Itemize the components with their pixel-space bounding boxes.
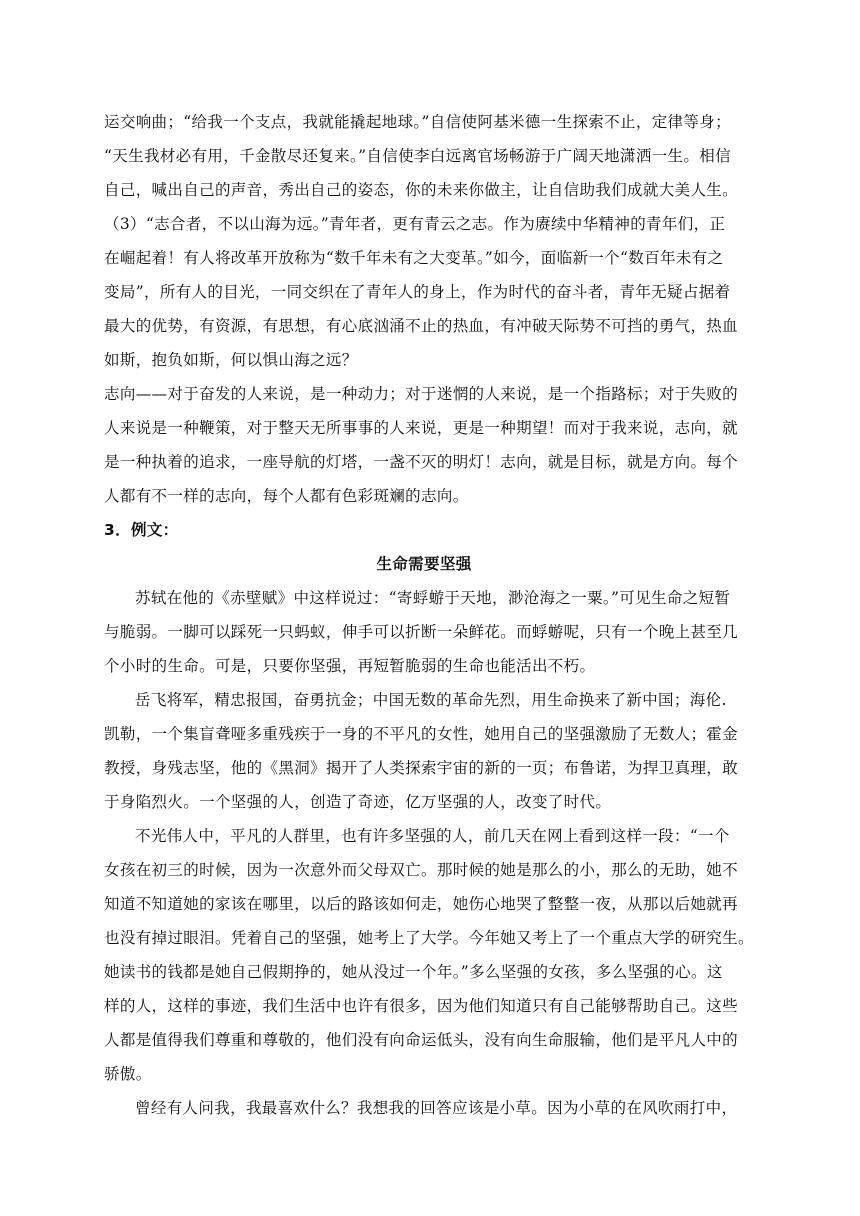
essay-paragraph-1 bbox=[104, 581, 744, 683]
text-line: 人都是值得我们尊重和尊敬的，他们没有向命运低头，没有向生命服输，他们是平凡人中的 bbox=[104, 1031, 739, 1049]
text-line: 人来说是一种鞭策，对于整天无所事事的人来说，更是一种期望！而对于我来说，志向，就 bbox=[104, 419, 739, 437]
text-line: 运交响曲；“给我一个支点，我就能撬起地球。”自信使阿基米德一生探索不止，定律等身； bbox=[104, 113, 731, 131]
text-line: 人都有不一样的志向，每个人都有色彩斑斓的志向。 bbox=[104, 487, 469, 505]
text-line: 知道不知道她的家该在哪里，以后的路该如何走，她伤心地哭了整整一夜，从那以后她就再 bbox=[104, 895, 739, 913]
text-line: 在崛起着！有人将改革开放称为“数千年未有之大变革。”如今，面临新一个“数百年未有之 bbox=[104, 249, 724, 267]
text-line: 志向——对于奋发的人来说，是一种动力；对于迷惘的人来说，是一个指路标；对于失败的 bbox=[104, 385, 739, 403]
text-line: 骄傲。 bbox=[104, 1065, 152, 1083]
essay-title: 生命需要坚强 bbox=[376, 555, 472, 573]
essay-paragraph-2 bbox=[104, 683, 744, 819]
text-line: 教授，身残志坚，他的《黑洞》揭开了人类探索宇宙的新的一页；布鲁诺，为捍卫真理，敢 bbox=[104, 759, 739, 777]
text-line: 凯勒，一个集盲聋哑多重残疾于一身的不平凡的女性，她用自己的坚强激励了无数人；霍金 bbox=[104, 725, 739, 743]
text-line: 苏轼在他的《赤壁赋》中这样说过：“寄蜉蝣于天地，渺沧海之一粟。”可见生命之短暂 bbox=[135, 589, 731, 607]
text-line: 如斯，抱负如斯，何以惧山海之远？ bbox=[104, 351, 358, 369]
text-line: 也没有掉过眼泪。凭着自己的坚强，她考上了大学。今年她又考上了一个重点大学的研究生。 bbox=[104, 929, 754, 947]
text-line: 自己，喊出自己的声音，秀出自己的姿态，你的未来你做主，让自信助我们成就大美人生。 bbox=[104, 181, 739, 199]
text-line: 曾经有人问我，我最喜欢什么？我想我的回答应该是小草。因为小草的在风吹雨打中， bbox=[135, 1099, 738, 1117]
essay-paragraph-4 bbox=[104, 1091, 744, 1125]
intro-section bbox=[104, 105, 744, 513]
text-line: “天生我材必有用，千金散尽还复来。”自信使李白远离官场畅游于广阔天地潇洒一生。相信 bbox=[104, 147, 731, 165]
document-body bbox=[104, 105, 754, 1125]
text-line: 样的人，这样的事迹，我们生活中也许有很多，因为他们知道只有自己能够帮助自己。这些 bbox=[104, 997, 739, 1015]
text-line: 她读书的钱都是她自己假期挣的，她从没过一个年。”多么坚强的女孩，多么坚强的心。这 bbox=[104, 963, 723, 981]
text-line: （3）“志合者，不以山海为远。”青年者，更有青云之志。作为赓续中华精神的青年们，正 bbox=[104, 215, 726, 233]
text-line: 与脆弱。一脚可以踩死一只蚂蚁，伸手可以折断一朵鲜花。而蜉蝣呢，只有一个晚上甚至几 bbox=[104, 623, 739, 641]
example-heading: 3．例文： bbox=[104, 521, 179, 539]
text-line: 于身陷烈火。一个坚强的人，创造了奇迹，亿万坚强的人，改变了时代。 bbox=[104, 793, 612, 811]
text-line: 是一种执着的追求，一座导航的灯塔，一盏不灭的明灯！志向，就是目标，就是方向。每个 bbox=[104, 453, 739, 471]
text-line: 不光伟人中，平凡的人群里，也有许多坚强的人，前几天在网上看到这样一段：“一个 bbox=[135, 827, 730, 845]
text-line: 变局”，所有人的目光，一同交织在了青年人的身上，作为时代的奋斗者，青年无疑占据着 bbox=[104, 283, 731, 301]
text-line: 女孩在初三的时候，因为一次意外而父母双亡。那时候的她是那么的小，那么的无助，她不 bbox=[104, 861, 739, 879]
essay-paragraph-3 bbox=[104, 819, 754, 1091]
text-line: 个小时的生命。可是，只要你坚强，再短暂脆弱的生命也能活出不朽。 bbox=[104, 657, 596, 675]
text-line: 岳飞将军，精忠报国，奋勇抗金；中国无数的革命先烈，用生命换来了新中国；海伦. bbox=[135, 691, 727, 709]
text-line: 最大的优势，有资源，有思想，有心底汹涌不止的热血，有冲破天际势不可挡的勇气，热血 bbox=[104, 317, 739, 335]
